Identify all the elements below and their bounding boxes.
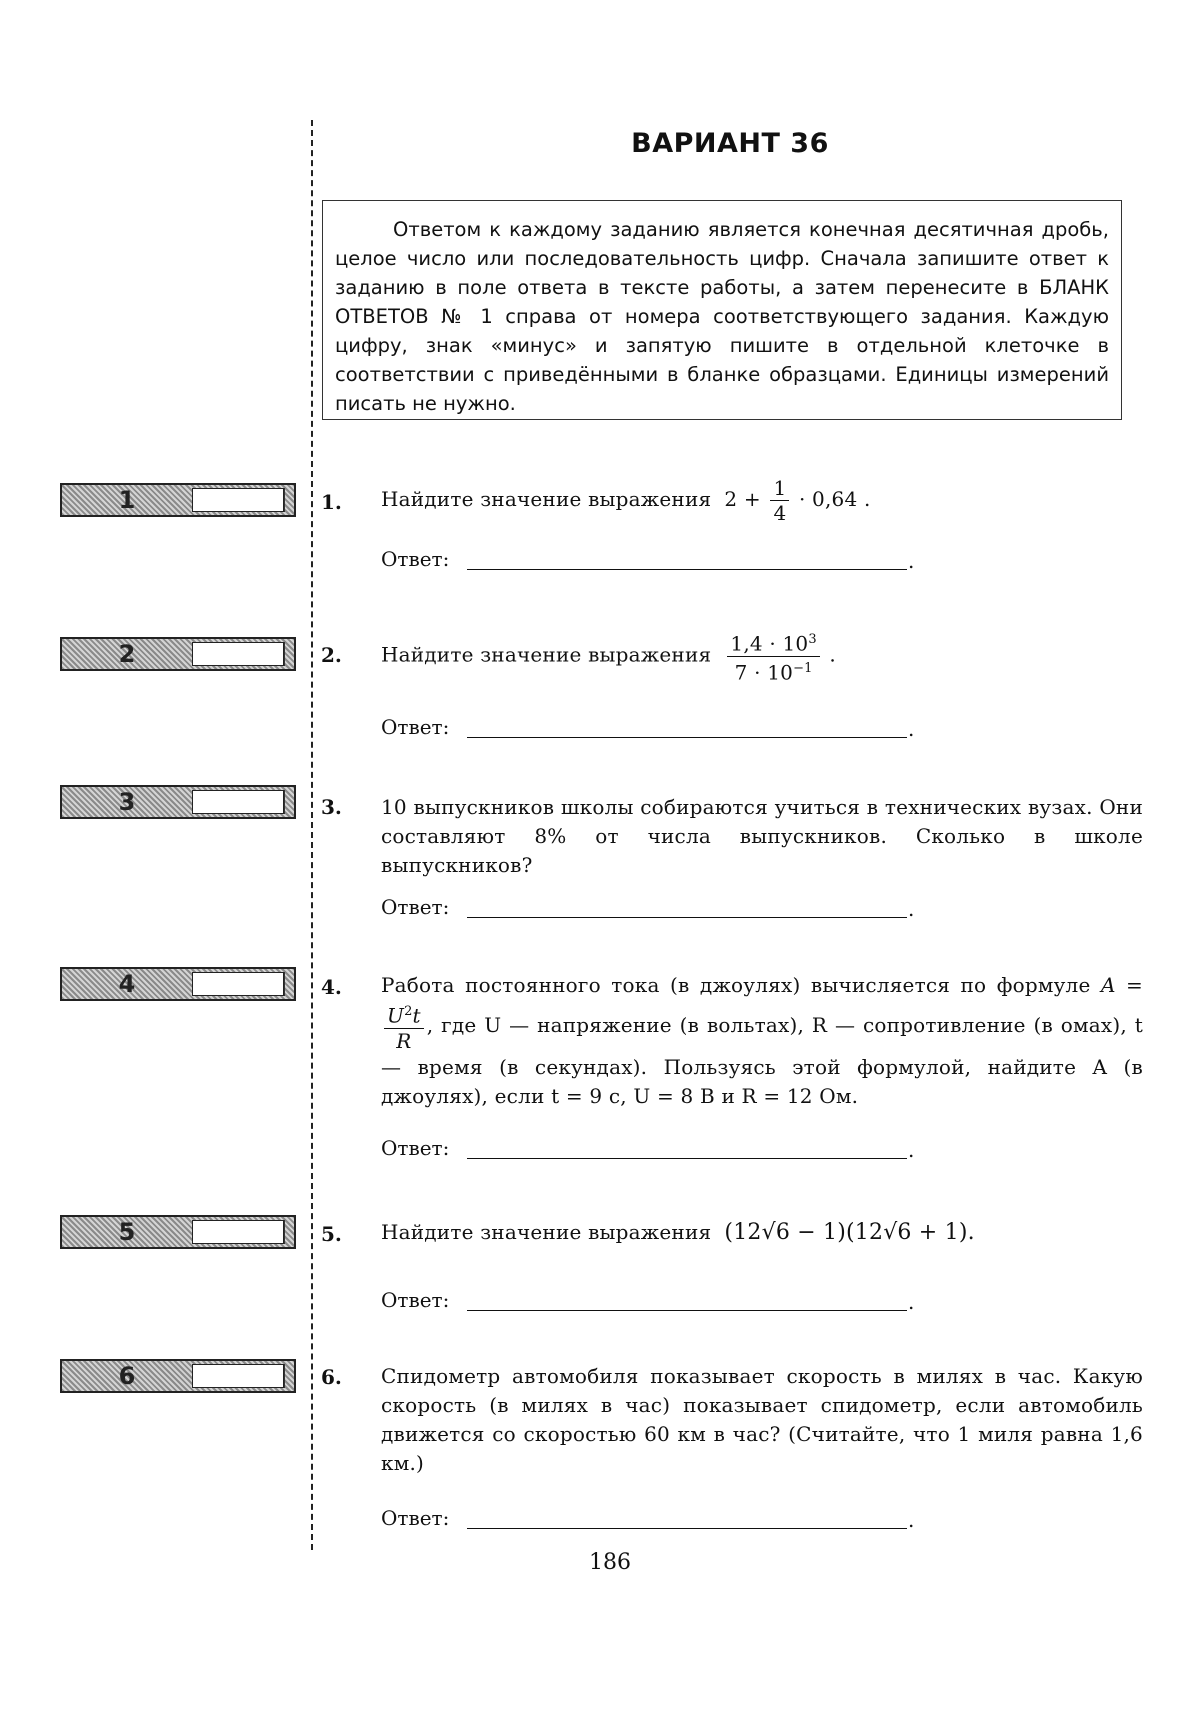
answer-line[interactable] [467,1158,907,1159]
task-2-text [381,628,1143,684]
tab-number: 4 [118,970,136,998]
answer-line[interactable] [467,917,907,918]
fraction-numerator: $1,4 \cdot 10^3$ [727,628,819,657]
answer-cell[interactable] [192,1220,284,1244]
fraction-denominator: $7 \cdot 10^{-1}$ [734,660,813,685]
answer-row-1: Ответ: . [381,547,915,573]
answer-label: Ответ: [381,715,450,739]
answer-cell[interactable] [192,642,284,666]
formula-fraction [384,1000,424,1053]
task-5-text [381,1218,1143,1247]
answer-row-4: Ответ: . [381,1136,915,1162]
fraction [727,628,819,684]
expression: (12√6 − 1)(12√6 + 1). [724,1220,975,1245]
task-number: 5. [321,1222,342,1246]
tab-number: 3 [118,788,136,816]
task-number: 4. [321,975,342,999]
task-number: 6. [321,1365,342,1389]
fraction-numerator: 1 [770,476,789,501]
formula-numerator: $U^2t$ [384,1000,424,1029]
task-number: 2. [321,643,342,667]
expr-pre: 2 + [724,487,761,511]
task-lead: Работа постоянного тока (в джоулях) вычисляется по формуле [381,973,1091,997]
answer-label: Ответ: [381,895,450,919]
fraction-denominator: 4 [773,501,787,525]
answer-row-5: Ответ: . [381,1288,915,1314]
expr-post: . [829,642,836,667]
formula-denominator: R [396,1028,412,1053]
task-4-text [381,971,1143,1111]
answer-tab-5 [60,1215,296,1249]
answer-tab-3 [60,785,296,819]
answer-row-3: Ответ: . [381,895,915,921]
answer-tab-4 [60,967,296,1001]
task-lead: Найдите значение выражения [381,487,712,511]
answer-tab-2 [60,637,296,671]
cut-line [311,120,313,1550]
expr-post: · 0,64 . [798,487,871,511]
answer-tab-6 [60,1359,296,1393]
task-3-text: 10 выпускников школы собираются учиться в технических вузах. Они составляют 8% от числа выпускников. Сколько в школе выпускников? [381,795,1143,877]
instructions-box [322,200,1122,420]
task-6-text: Спидометр автомобиля показывает скорость в милях в час. Какую скорость (в милях в час) показывает спидометр, если автомобиль движется со скоростью 60 км в час? (Считайте, что 1 миля равна 1,6 км.) [381,1364,1143,1475]
task-1-text [381,476,1143,525]
page-title: ВАРИАНТ 36 [631,128,829,159]
instructions-text: Ответом к каждому заданию является конечная десятичная дробь, целое число или последовательность цифр. Сначала запишите ответ к заданию в поле ответа в тексте работы, а затем перенесите в БЛАНК ОТВЕТОВ № 1 справа от номера соответствующего задания. Каждую цифру, знак «минус» и запятую пишите в отдельной клеточке в соответствии с приведёнными в бланке образцами. Единицы измерений писать не нужно. [335,218,1109,415]
answer-label: Ответ: [381,547,450,571]
page-number: 186 [589,1550,631,1575]
answer-line[interactable] [467,569,907,570]
tab-number: 6 [118,1362,136,1390]
task-rest: , где U — напряжение (в вольтах), R — сопротивление (в омах), t — время (в секундах). Пользуясь этой формулой, найдите A (в джоулях), если t = 9 с, U = 8 В и R = 12 Ом. [381,1012,1143,1108]
answer-tab-1 [60,483,296,517]
answer-row-6: Ответ: . [381,1506,915,1532]
answer-cell[interactable] [192,488,284,512]
answer-row-2: Ответ: . [381,715,915,741]
answer-label: Ответ: [381,1288,450,1312]
tab-number: 2 [118,640,136,668]
tab-number: 5 [118,1218,136,1246]
answer-cell[interactable] [192,972,284,996]
answer-line[interactable] [467,1528,907,1529]
answer-line[interactable] [467,1310,907,1311]
fraction [770,476,789,525]
tab-number: 1 [118,486,136,514]
answer-label: Ответ: [381,1506,450,1530]
task-lead: Найдите значение выражения [381,642,712,667]
task-number: 1. [321,490,342,514]
answer-line[interactable] [467,737,907,738]
task-lead: Найдите значение выражения [381,1220,712,1244]
formula-lhs: A = [1100,973,1143,997]
answer-cell[interactable] [192,790,284,814]
answer-label: Ответ: [381,1136,450,1160]
answer-cell[interactable] [192,1364,284,1388]
task-number: 3. [321,795,342,819]
